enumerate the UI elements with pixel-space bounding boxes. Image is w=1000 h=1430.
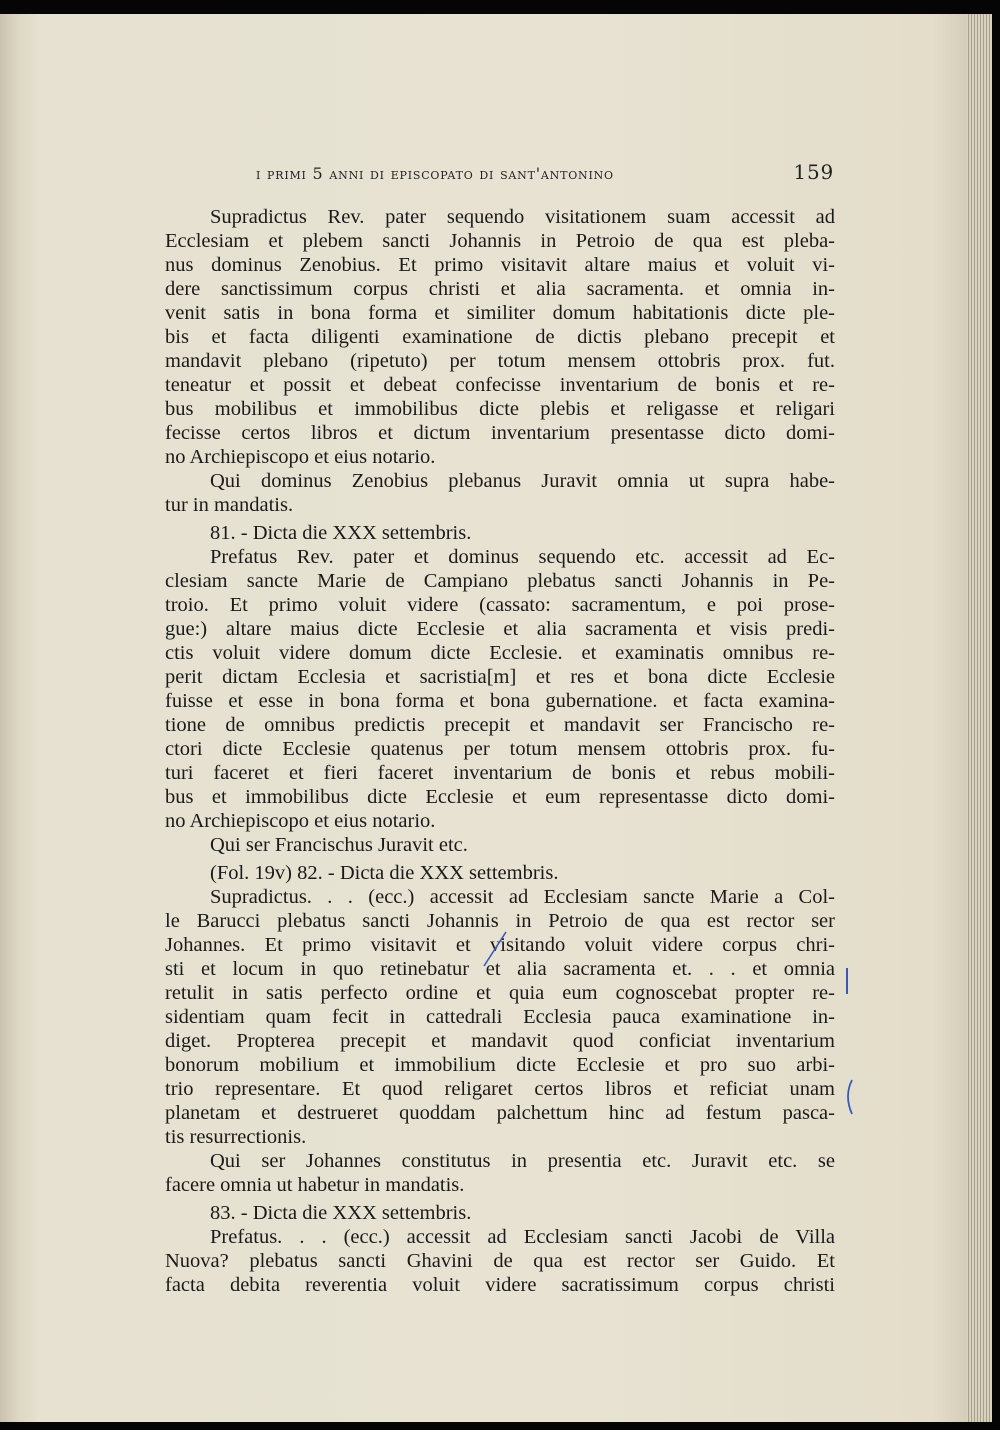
margin-pen-mark (846, 968, 848, 994)
text-line: trio representare. Et quod religaret certos libros et reficiat unam (165, 1078, 835, 1100)
text-line: retulit in satis perfecto ordine et quia eum cognoscebat propter re- (165, 982, 835, 1004)
section-heading: (Fol. 19v) 82. - Dicta die XXX settembris. (210, 862, 559, 884)
text-line: sti et locum in quo retinebatur et alia sacramenta et. . . et omnia (165, 958, 835, 980)
section-heading: 83. - Dicta die XXX settembris. (210, 1202, 472, 1224)
text-line: no Archiepiscopo et eius notario. (165, 446, 436, 468)
text-line: nus dominus Zenobius. Et primo visitavit altare maius et voluit vi- (165, 254, 835, 276)
text-line: fuisse et esse in bona forma et bona gubernatione. et facta examina- (165, 690, 835, 712)
text-line: le Barucci plebatus sancti Johannis in Petroio de qua est rector ser (165, 910, 835, 932)
text-line: tis resurrectionis. (165, 1126, 307, 1148)
text-line: fecisse certos libros et dictum inventarium presentasse dicto domi- (165, 422, 835, 444)
text-line: ctis voluit videre domum dicte Ecclesie. et examinatis omnibus re- (165, 642, 835, 664)
text-line: turi faceret et fieri faceret inventarium de bonis et rebus mobili- (165, 762, 835, 784)
text-line: mandavit plebano (ripetuto) per totum mensem ottobris prox. fut. (165, 350, 835, 372)
text-line: Nuova? plebatus sancti Ghavini de qua est rector ser Guido. Et (165, 1250, 835, 1272)
text-line: diget. Propterea precepit et mandavit quod conficiat inventarium (165, 1030, 835, 1052)
text-line: Qui dominus Zenobius plebanus Juravit omnia ut supra habe- (210, 470, 835, 492)
section-heading: 81. - Dicta die XXX settembris. (210, 522, 472, 544)
text-line: bis et facta diligenti examinatione de dictis plebano precepit et (165, 326, 835, 348)
page-number: 159 (793, 160, 834, 184)
text-line: Qui ser Francischus Juravit etc. (210, 834, 468, 856)
text-line: planetam et destrueret quoddam palchettum hinc ad festum pasca- (165, 1102, 835, 1124)
text-line: tione de omnibus predictis precepit et mandavit ser Francischo re- (165, 714, 835, 736)
text-line: troio. Et primo voluit videre (cassato: sacramentum, e poi prose- (165, 594, 835, 616)
text-line: perit dictam Ecclesia et sacristia[m] et res et bona dicte Ecclesie (165, 666, 835, 688)
text-line: bus et immobilibus dicte Ecclesie et eum representasse dicto domi- (165, 786, 835, 808)
text-line: Supradictus. . . (ecc.) accessit ad Ecclesiam sancte Marie a Col- (210, 886, 835, 908)
text-line: teneatur et possit et debeat confecisse inventarium de bonis et re- (165, 374, 835, 396)
text-line: dere sanctissimum corpus christi et alia sacramenta. et omnia in- (165, 278, 835, 300)
running-header (256, 160, 834, 186)
page-edges (966, 14, 992, 1422)
text-line: ctori dicte Ecclesie quatenus per totum mensem ottobris prox. fu- (165, 738, 835, 760)
margin-bracket-mark (840, 1078, 860, 1118)
text-line: gue:) altare maius dicte Ecclesie et alia sacramenta et visis predi- (165, 618, 835, 640)
text-line: Johannes. Et primo visitavit et visitando voluit videre corpus chri- (165, 934, 835, 956)
pen-mark-slash (470, 930, 510, 970)
text-line: sidentiam quam fecit in cattedrali Ecclesia pauca examinatione in- (165, 1006, 835, 1028)
text-line: facere omnia ut habetur in mandatis. (165, 1174, 465, 1196)
text-line: clesiam sancte Marie de Campiano plebatus sancti Johannis in Pe- (165, 570, 835, 592)
text-line: bonorum mobilium et immobilium dicte Ecclesie et pro suo arbi- (165, 1054, 835, 1076)
text-line: Prefatus Rev. pater et dominus sequendo etc. accessit ad Ec- (210, 546, 835, 568)
running-title: i primi 5 anni di episcopato di sant'antonino (256, 164, 614, 183)
text-line: Qui ser Johannes constitutus in presentia etc. Juravit etc. se (210, 1150, 835, 1172)
text-line: facta debita reverentia voluit videre sacratissimum corpus christi (165, 1274, 835, 1296)
text-line: Supradictus Rev. pater sequendo visitationem suam accessit ad (210, 206, 835, 228)
text-line: venit satis in bona forma et similiter domum habitationis dicte ple- (165, 302, 835, 324)
text-line: Prefatus. . . (ecc.) accessit ad Ecclesiam sancti Jacobi de Villa (210, 1226, 835, 1248)
text-line: no Archiepiscopo et eius notario. (165, 810, 436, 832)
text-line: Ecclesiam et plebem sancti Johannis in Petroio de qua est pleba- (165, 230, 835, 252)
text-line: tur in mandatis. (165, 494, 294, 516)
text-line: bus mobilibus et immobilibus dicte plebis et religasse et religari (165, 398, 835, 420)
